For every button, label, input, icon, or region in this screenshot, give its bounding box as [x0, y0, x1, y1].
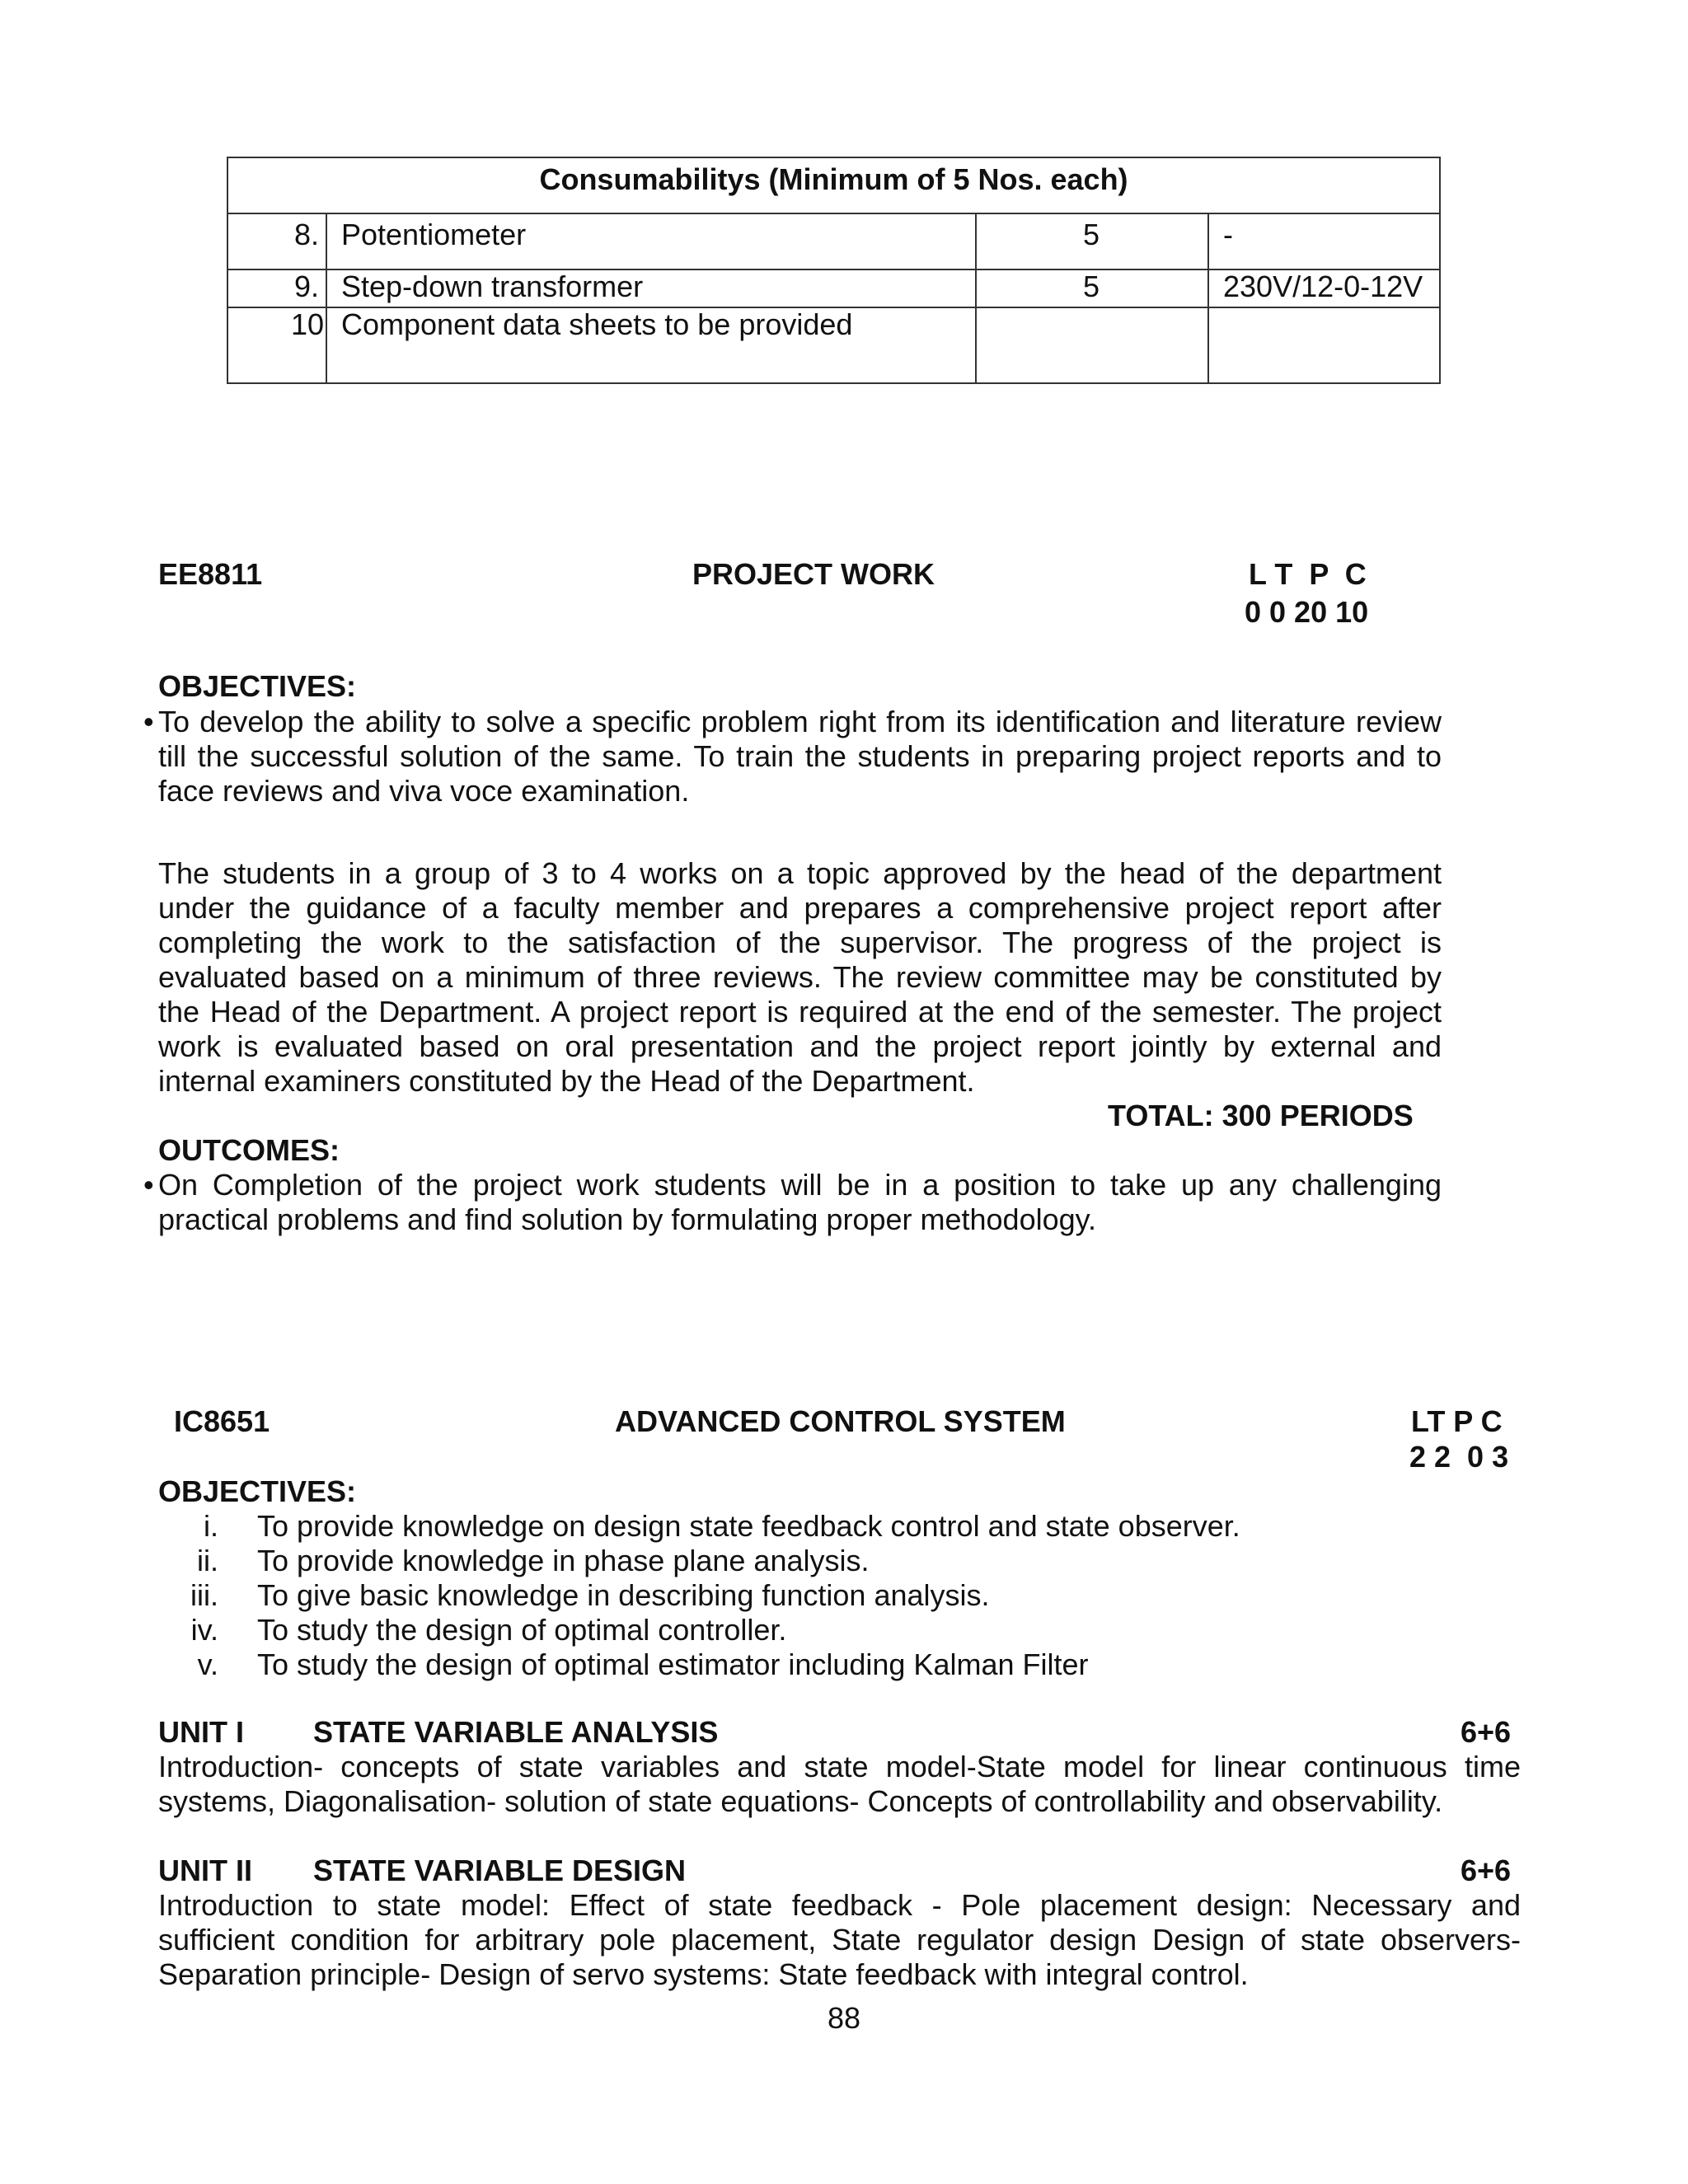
- bullet-icon: •: [143, 1168, 154, 1202]
- course-code: EE8811: [158, 557, 263, 591]
- table-cell-no: 8.: [293, 218, 319, 251]
- text-line: sufficient condition for arbitrary pole placement, State regulator design Design of state observers-: [158, 1923, 1521, 1957]
- objectives-heading: OBJECTIVES:: [158, 1474, 357, 1508]
- table-header: Consumabilitys (Minimum of 5 Nos. each): [539, 162, 1128, 196]
- text-line: The students in a group of 3 to 4 works on a topic approved by the head of the department: [158, 856, 1442, 890]
- table-cell-item: Potentiometer: [341, 218, 527, 251]
- text-line: till the successful solution of the same. To train the students in preparing project reports and to: [158, 739, 1442, 773]
- ltpc-values: 0 0 20 10: [1245, 595, 1369, 629]
- table-cell-no: 10: [290, 307, 324, 341]
- text-line: face reviews and viva voce examination.: [158, 774, 690, 808]
- page-number: 88: [827, 2001, 861, 2035]
- list-item-text: To study the design of optimal controller.: [257, 1613, 787, 1647]
- text-line: evaluated based on a minimum of three reviews. The review committee may be constituted by: [158, 960, 1442, 994]
- text-line: practical problems and find solution by formulating proper methodology.: [158, 1202, 1096, 1236]
- objectives-paragraph: [158, 705, 1442, 808]
- text-line: Separation principle- Design of servo systems: State feedback with integral control.: [158, 1957, 1249, 1991]
- text-line: To develop the ability to solve a specific problem right from its identification and literature review: [158, 705, 1442, 738]
- list-item-text: To provide knowledge on design state feedback control and state observer.: [257, 1509, 1240, 1543]
- unit-description: [158, 1750, 1521, 1819]
- list-item-number: ii.: [197, 1544, 218, 1577]
- table-column-divider: [326, 213, 327, 382]
- bullet-icon: •: [143, 705, 154, 738]
- unit-hours: 6+6: [1461, 1715, 1512, 1749]
- text-line: internal examiners constituted by the Head of the Department.: [158, 1064, 975, 1098]
- unit-label: UNIT II: [158, 1854, 252, 1887]
- unit-hours: 6+6: [1461, 1854, 1512, 1887]
- ltpc-label: LT P C: [1411, 1404, 1503, 1438]
- objectives-heading: OBJECTIVES:: [158, 669, 357, 703]
- table-cell-spec: 230V/12-0-12V: [1223, 269, 1423, 303]
- list-item-text: To provide knowledge in phase plane analysis.: [257, 1544, 870, 1577]
- list-item-text: To give basic knowledge in describing function analysis.: [257, 1578, 990, 1612]
- text-line: On Completion of the project work students will be in a position to take up any challenging: [158, 1168, 1442, 1202]
- table-cell-qty: 5: [1082, 269, 1100, 303]
- unit-title: STATE VARIABLE ANALYSIS: [313, 1715, 719, 1749]
- table-cell-item: Step-down transformer: [341, 269, 644, 303]
- course-title: PROJECT WORK: [692, 557, 935, 591]
- table-column-divider: [1207, 213, 1209, 382]
- ltpc-values: 2 2 0 3: [1409, 1440, 1509, 1474]
- unit-title: STATE VARIABLE DESIGN: [313, 1854, 687, 1887]
- text-line: completing the work to the satisfaction of the supervisor. The progress of the project is: [158, 926, 1442, 959]
- list-item-number: i.: [204, 1509, 218, 1543]
- table-divider: [228, 213, 1439, 214]
- consumables-table: [227, 157, 1441, 384]
- text-line: systems, Diagonalisation- solution of state equations- Concepts of controllability and observability.: [158, 1784, 1443, 1818]
- outcomes-paragraph: [158, 1168, 1442, 1237]
- list-item-text: To study the design of optimal estimator including Kalman Filter: [257, 1647, 1089, 1681]
- text-line: the Head of the Department. A project report is required at the end of the semester. The project: [158, 995, 1442, 1029]
- list-item-number: iv.: [190, 1613, 218, 1647]
- list-item-number: iii.: [190, 1578, 218, 1612]
- unit-label: UNIT I: [158, 1715, 244, 1749]
- text-line: Introduction- concepts of state variables and state model-State model for linear continuous time: [158, 1750, 1521, 1783]
- ltpc-label: L T P C: [1249, 557, 1367, 591]
- table-cell-qty: 5: [1082, 218, 1100, 251]
- text-line: work is evaluated based on oral presentation and the project report jointly by external and: [158, 1029, 1442, 1063]
- table-cell-item: Component data sheets to be provided: [341, 307, 853, 341]
- table-cell-spec: -: [1223, 218, 1233, 251]
- list-item-number: v.: [197, 1647, 218, 1681]
- text-line: under the guidance of a faculty member and prepares a comprehensive project report after: [158, 891, 1442, 925]
- table-cell-no: 9.: [293, 269, 319, 303]
- text-line: Introduction to state model: Effect of state feedback - Pole placement design: Necessary and: [158, 1888, 1521, 1922]
- outcomes-heading: OUTCOMES:: [158, 1133, 340, 1167]
- project-description: [158, 856, 1442, 1099]
- course-title: ADVANCED CONTROL SYSTEM: [615, 1404, 1066, 1438]
- total-periods: TOTAL: 300 PERIODS: [1108, 1099, 1414, 1132]
- unit-description: [158, 1888, 1521, 1992]
- course-code: IC8651: [174, 1404, 270, 1438]
